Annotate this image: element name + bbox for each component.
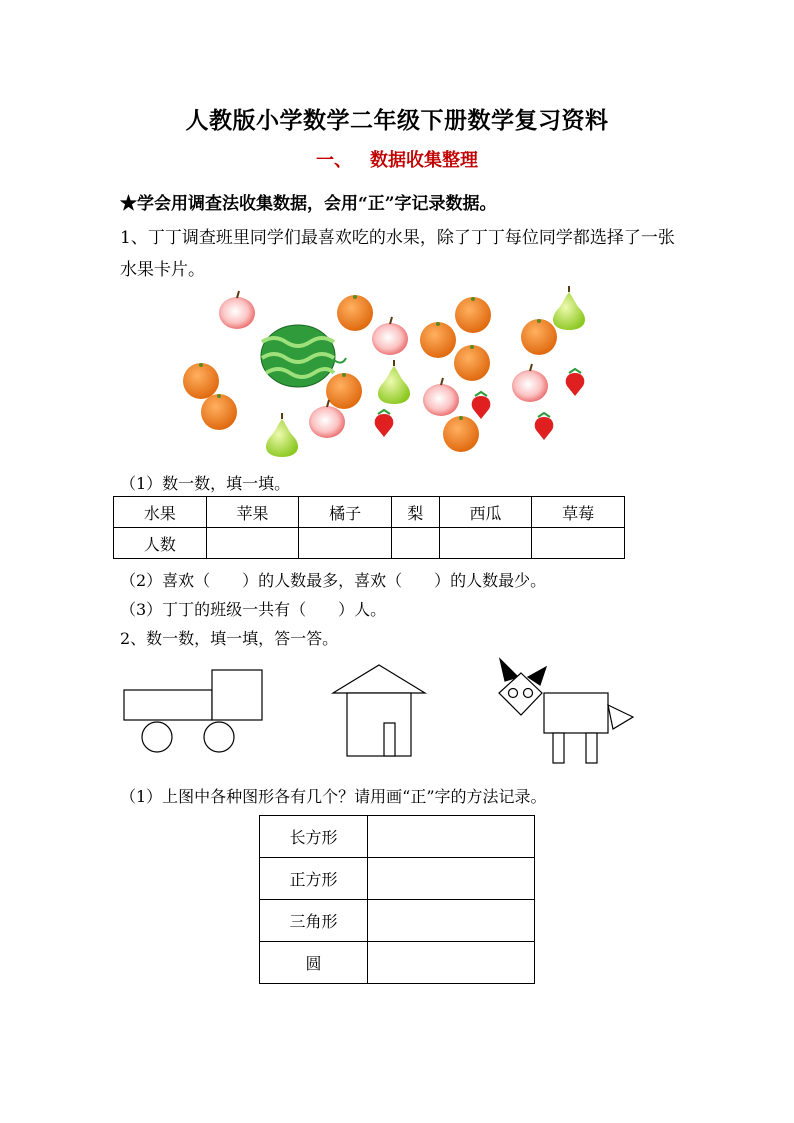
answer-cell[interactable] (206, 528, 299, 559)
question-1-part-3: （3）丁丁的班级一共有（ ）人。 (120, 600, 387, 619)
orange-icon (337, 295, 373, 331)
table-header: 草莓 (532, 497, 625, 528)
house-figure (333, 665, 425, 756)
table-header: 水果 (114, 497, 207, 528)
strawberry-icon (566, 369, 585, 396)
apple-icon (423, 378, 459, 416)
answer-cell[interactable] (368, 816, 535, 858)
table-row (260, 858, 535, 900)
orange-icon (521, 319, 557, 355)
table-header: 梨 (391, 497, 439, 528)
fruit-illustration (0, 280, 794, 480)
section-number: 一、 (316, 150, 352, 171)
pear-icon (378, 360, 410, 404)
pear-icon (266, 413, 298, 457)
orange-icon (454, 345, 490, 381)
truck-figure (124, 670, 262, 752)
orange-icon (420, 322, 456, 358)
row-label: 长方形 (260, 816, 368, 858)
orange-icon (201, 394, 237, 430)
apple-icon (372, 317, 408, 355)
row-label: 正方形 (260, 858, 368, 900)
table-row (260, 942, 535, 984)
shape-tally-table (259, 815, 535, 984)
shapes-figure (0, 655, 794, 775)
animal-figure (499, 659, 633, 763)
row-label: 人数 (114, 528, 207, 559)
row-label: 三角形 (260, 900, 368, 942)
section-name: 数据收集整理 (370, 150, 478, 171)
orange-icon (455, 297, 491, 333)
answer-cell[interactable] (368, 900, 535, 942)
table-row (260, 816, 535, 858)
table-header: 苹果 (206, 497, 299, 528)
table-row (114, 497, 625, 528)
table-header: 西瓜 (439, 497, 532, 528)
answer-cell[interactable] (391, 528, 439, 559)
answer-cell[interactable] (368, 942, 535, 984)
strawberry-icon (472, 392, 491, 419)
pear-icon (553, 286, 585, 330)
fruit-count-table (113, 496, 625, 559)
apple-icon (219, 291, 255, 329)
orange-icon (183, 363, 219, 399)
question-1-part-2: （2）喜欢（ ）的人数最多，喜欢（ ）的人数最少。 (120, 571, 547, 590)
question-2-part-1: （1）上图中各种图形各有几个？请用画“正”字的方法记录。 (120, 787, 547, 806)
orange-icon (326, 373, 362, 409)
table-row (260, 900, 535, 942)
answer-cell[interactable] (368, 858, 535, 900)
section-heading (0, 146, 794, 172)
question-2-text: 2、数一数，填一填，答一答。 (120, 629, 339, 648)
strawberry-icon (375, 410, 394, 437)
orange-icon (443, 416, 479, 452)
page-title: 人教版小学数学二年级下册数学复习资料 (185, 107, 609, 134)
answer-cell[interactable] (299, 528, 392, 559)
strawberry-icon (535, 413, 554, 440)
apple-icon (512, 364, 548, 402)
question-1-text: 1、丁丁调查班里同学们最喜欢吃的水果，除了丁丁每位同学都选择了一张水果卡片。 (120, 228, 675, 280)
row-label: 圆 (260, 942, 368, 984)
answer-cell[interactable] (532, 528, 625, 559)
table-header: 橘子 (299, 497, 392, 528)
table-row (114, 528, 625, 559)
question-1-part-1: （1）数一数，填一填。 (120, 474, 291, 493)
answer-cell[interactable] (439, 528, 532, 559)
learning-goal: ★学会用调查法收集数据，会用“正”字记录数据。 (120, 194, 497, 214)
